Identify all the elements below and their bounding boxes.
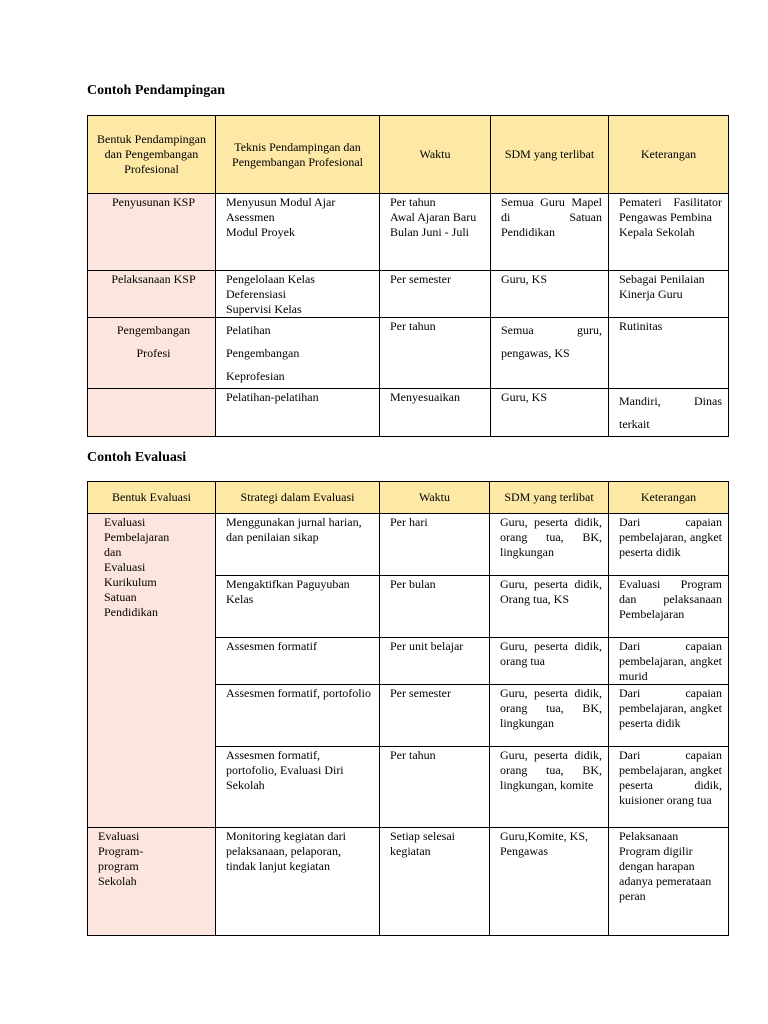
waktu-cell: Menyesuaikan [380, 389, 491, 437]
sdm-cell: Guru, peserta didik, orang tua, BK, lingkungan, komite [490, 747, 609, 828]
waktu-cell: Setiap selesai kegiatan [380, 828, 490, 936]
table-row [88, 318, 729, 389]
keterangan-cell: Evaluasi Program dan pelaksanaan Pembelajaran [609, 576, 729, 638]
waktu-cell: Per semester [380, 271, 491, 318]
bentuk-cell [88, 389, 216, 437]
table-row [88, 389, 729, 437]
header-waktu: Waktu [380, 116, 491, 194]
teknis-cell: Pelatihan-pelatihan [216, 389, 380, 437]
header-sdm: SDM yang terlibat [491, 116, 609, 194]
table-header-row [88, 482, 729, 514]
keterangan-cell: Mandiri, Dinas terkait [609, 389, 729, 437]
header-waktu: Waktu [380, 482, 490, 514]
waktu-cell: Per unit belajar [380, 638, 490, 685]
strategi-cell: Menggunakan jurnal harian, dan penilaian sikap [216, 514, 380, 576]
pendampingan-table [87, 115, 729, 437]
strategi-cell: Assesmen formatif, portofolio, Evaluasi Diri Sekolah [216, 747, 380, 828]
keterangan-cell: Pelaksanaan Program digilir dengan harapan adanya pemerataan peran [609, 828, 729, 936]
header-keterangan: Keterangan [609, 482, 729, 514]
header-strategi: Strategi dalam Evaluasi [216, 482, 380, 514]
keterangan-cell: Pemateri Fasilitator Pengawas Pembina Kepala Sekolah [609, 194, 729, 271]
bentuk-cell: Evaluasi Program- program Sekolah [88, 828, 216, 936]
bentuk-cell: Evaluasi Pembelajaran dan Evaluasi Kurikulum Satuan Pendidikan [88, 514, 216, 828]
sdm-cell: Guru, peserta didik, orang tua, BK, lingkungan [490, 514, 609, 576]
strategi-cell: Assesmen formatif [216, 638, 380, 685]
header-bentuk: Bentuk Evaluasi [88, 482, 216, 514]
evaluasi-table [87, 481, 729, 936]
header-teknis: Teknis Pendampingan dan Pengembangan Profesional [216, 116, 380, 194]
bentuk-cell: Penyusunan KSP [88, 194, 216, 271]
pendampingan-title: Contoh Pendampingan [87, 83, 226, 98]
keterangan-cell: Dari capaian pembelajaran, angket peserta didik [609, 514, 729, 576]
table-row [88, 828, 729, 936]
teknis-cell: Pengelolaan Kelas Deferensiasi Supervisi Kelas [216, 271, 380, 318]
keterangan-cell: Dari capaian pembelajaran, angket peserta didik, kuisioner orang tua [609, 747, 729, 828]
waktu-cell: Per tahun Awal Ajaran Baru Bulan Juni - Juli [380, 194, 491, 271]
table-header-row [88, 116, 729, 194]
sdm-cell: Semua guru, pengawas, KS [491, 318, 609, 389]
keterangan-cell: Sebagai Penilaian Kinerja Guru [609, 271, 729, 318]
sdm-cell: Guru, peserta didik, orang tua, BK, lingkungan [490, 685, 609, 747]
waktu-cell: Per hari [380, 514, 490, 576]
bentuk-cell: Pengembangan Profesi [88, 318, 216, 389]
strategi-cell: Mengaktifkan Paguyuban Kelas [216, 576, 380, 638]
table-row [88, 514, 729, 576]
header-bentuk: Bentuk Pendampingan dan Pengembangan Profesional [88, 116, 216, 194]
strategi-cell: Assesmen formatif, portofolio [216, 685, 380, 747]
evaluasi-title: Contoh Evaluasi [87, 450, 187, 465]
sdm-cell: Guru, peserta didik, Orang tua, KS [490, 576, 609, 638]
header-sdm: SDM yang terlibat [490, 482, 609, 514]
keterangan-cell: Dari capaian pembelajaran, angket murid [609, 638, 729, 685]
waktu-cell: Per semester [380, 685, 490, 747]
strategi-cell: Monitoring kegiatan dari pelaksanaan, pelaporan, tindak lanjut kegiatan [216, 828, 380, 936]
sdm-cell: Guru, KS [491, 271, 609, 318]
teknis-cell: Menyusun Modul Ajar Asessmen Modul Proyek [216, 194, 380, 271]
sdm-cell: Guru,Komite, KS, Pengawas [490, 828, 609, 936]
table-row [88, 271, 729, 318]
waktu-cell: Per bulan [380, 576, 490, 638]
sdm-cell: Guru, KS [491, 389, 609, 437]
sdm-cell: Guru, peserta didik, orang tua [490, 638, 609, 685]
waktu-cell: Per tahun [380, 747, 490, 828]
bentuk-cell: Pelaksanaan KSP [88, 271, 216, 318]
header-keterangan: Keterangan [609, 116, 729, 194]
sdm-cell: Semua Guru Mapel di Satuan Pendidikan [491, 194, 609, 271]
keterangan-cell: Dari capaian pembelajaran, angket peserta didik [609, 685, 729, 747]
keterangan-cell: Rutinitas [609, 318, 729, 389]
teknis-cell: Pelatihan Pengembangan Keprofesian [216, 318, 380, 389]
waktu-cell: Per tahun [380, 318, 491, 389]
table-row [88, 194, 729, 271]
